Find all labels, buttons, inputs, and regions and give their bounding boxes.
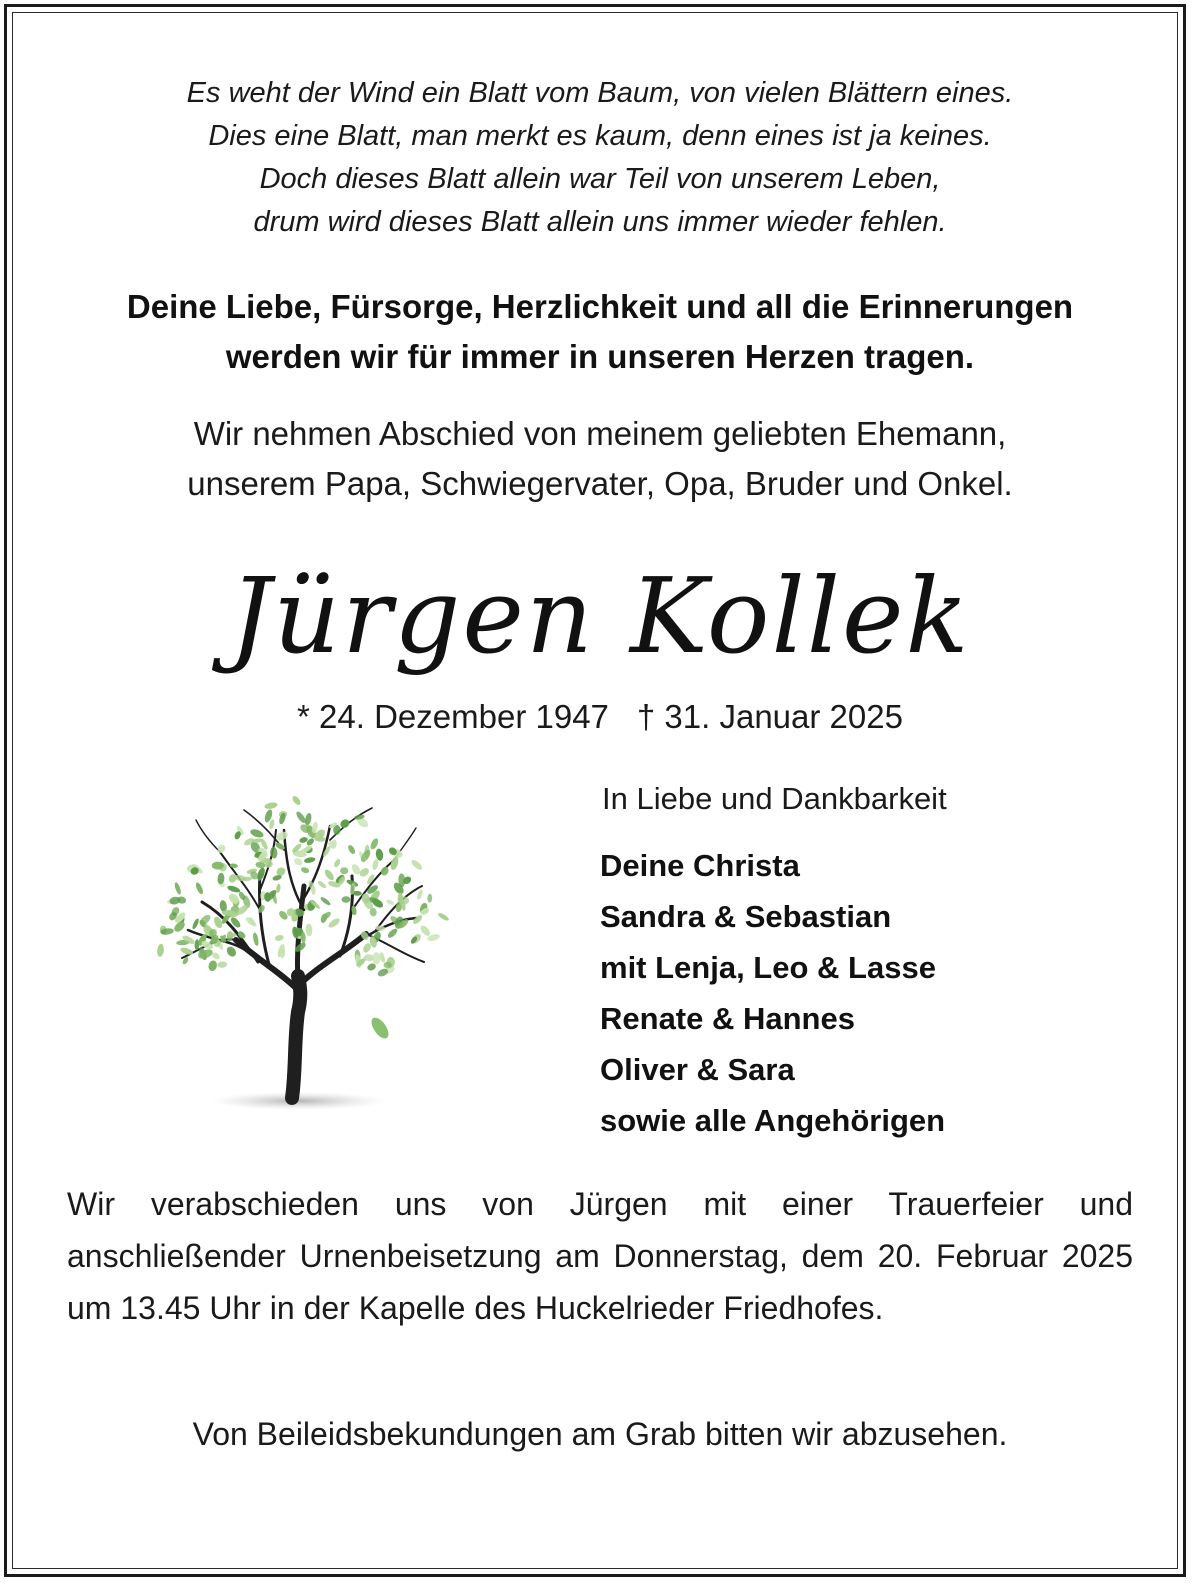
family-member: Deine Christa [600, 848, 800, 883]
birth-date: * 24. Dezember 1947 [297, 698, 609, 735]
leaf-mark [191, 918, 200, 930]
leaf-mark [339, 818, 351, 830]
leaf-mark [416, 889, 424, 900]
leaf-mark [180, 946, 194, 956]
leaf-mark [358, 866, 371, 878]
poem-line: drum wird dieses Blatt allein uns immer wieder fehlen. [253, 206, 947, 238]
poem-line: Es weht der Wind ein Blatt vom Baum, von vielen Blättern eines. [186, 77, 1014, 109]
leaf-mark [225, 945, 238, 959]
family-member: mit Lenja, Leo & Lasse [600, 950, 936, 985]
leaf-mark [319, 896, 331, 907]
leaf-mark [386, 927, 399, 939]
poem-line: Doch dieses Blatt allein war Teil von unserem Leben, [259, 163, 941, 195]
deceased-name: Jürgen Kollek [229, 555, 971, 677]
leaf-mark [437, 912, 450, 922]
leaf-mark [427, 894, 432, 903]
leaf-mark [385, 899, 395, 907]
leaf-mark [293, 856, 304, 866]
leaf-mark [194, 881, 204, 895]
leaf-mark [264, 801, 278, 809]
leaf-mark [342, 896, 351, 903]
farewell-text [40, 409, 1160, 509]
death-date: † 31. Januar 2025 [636, 698, 903, 735]
leaf-mark [303, 856, 315, 863]
leaf-mark [252, 932, 259, 946]
leaf-mark [226, 884, 240, 893]
farewell-line: unserem Papa, Schwiegervater, Opa, Bruder und Onkel. [187, 465, 1013, 502]
dedication: In Liebe und Dankbarkeit [602, 781, 947, 816]
leaf-mark [410, 858, 424, 871]
leaf-mark [157, 943, 165, 957]
leaf-mark [372, 952, 380, 964]
leaf-mark [340, 867, 349, 874]
leaf-mark [207, 960, 218, 973]
leaf-mark [419, 924, 432, 938]
leaf-mark [249, 828, 264, 839]
leaf-mark [305, 924, 312, 937]
falling-leaf [368, 1015, 392, 1042]
statement-line: Deine Liebe, Fürsorge, Herzlichkeit und all die Erinnerungen [126, 288, 1074, 325]
family-member: Oliver & Sara [600, 1052, 795, 1087]
leaf-mark [217, 961, 227, 968]
family-member: Renate & Hannes [600, 1001, 855, 1036]
leaf-mark [212, 862, 224, 870]
memory-statement [40, 282, 1160, 382]
farewell-line: Wir nehmen Abschied von meinem geliebten Ehemann, [193, 415, 1007, 452]
leaf-mark [317, 880, 328, 890]
life-dates [0, 694, 1200, 740]
leaf-mark [291, 795, 302, 807]
leaf-mark [323, 868, 335, 882]
leaf-mark [327, 917, 341, 930]
poem-line: Dies eine Blatt, man merkt es kaum, denn eines ist ja keines. [208, 120, 992, 152]
service-announcement: Wir verabschieden uns von Jürgen mit einer Trauerfeier und anschließender Urnenbeisetzung am Donnerstag, dem 20. Februar 2025 um 13.45 Uhr in der Kapelle des Huckelrieder Friedhofes. [67, 1186, 1133, 1326]
family-list [600, 840, 945, 1146]
leaf-mark [333, 858, 342, 868]
poem [40, 72, 1160, 244]
family-member: sowie alle Angehörigen [600, 1103, 946, 1138]
family-member: Sandra & Sebastian [600, 899, 892, 934]
leaf-mark [274, 934, 284, 942]
leaf-mark [380, 866, 390, 877]
leaf-mark [371, 859, 379, 871]
leaf-mark [222, 910, 235, 916]
leaf-mark [174, 882, 183, 896]
condolence-note: Von Beileidsbekundungen am Grab bitten wir abzusehen. [192, 1416, 1008, 1452]
leaf-mark [369, 837, 380, 850]
tree-illustration [140, 790, 460, 1120]
leaf-mark [304, 812, 312, 826]
leaf-mark [276, 883, 281, 893]
leaf-mark [347, 844, 357, 855]
leaf-mark [300, 866, 310, 874]
statement-line: werden wir für immer in unseren Herzen tragen. [225, 338, 975, 375]
